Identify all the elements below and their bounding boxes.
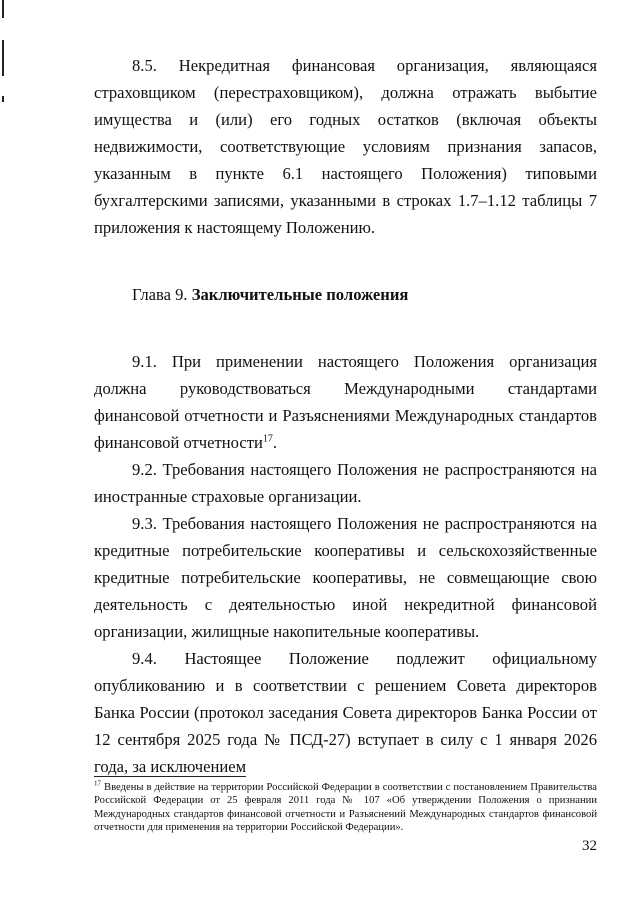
chapter-title: Заключительные положения xyxy=(191,285,409,304)
paragraph-9-1-text: 9.1. При применении настоящего Положения организация должна руководствоваться Международными стандартами финансовой отчетности и Разъяснениями Международных стандартов финансовой отчетности xyxy=(94,352,597,452)
paragraph-9-1 xyxy=(94,348,597,456)
chapter-heading xyxy=(94,281,597,308)
footnote-number: 17 xyxy=(94,779,101,788)
footnote-17 xyxy=(94,781,597,835)
scan-edge-mark-2 xyxy=(2,40,4,76)
scan-edge-mark-1 xyxy=(2,0,4,18)
footnote-text: Введены в действие на территории Российской Федерации в соответствии с постановлением Правительства Российской Федерации от 25 февраля 2011 года № 107 «Об утверждении Положения о признании Международных стандартов финансовой отчетности и Разъяснений Международных стандартов финансовой отчетности для применения на территории Российской Федерации». xyxy=(94,782,598,834)
paragraph-9-2: 9.2. Требования настоящего Положения не распространяются на иностранные страховые организации. xyxy=(94,460,597,506)
footnote-reference-17[interactable]: 17 xyxy=(262,433,273,445)
paragraph-9-3: 9.3. Требования настоящего Положения не распространяются на кредитные потребительские кооперативы и сельскохозяйственные кредитные потребительские кооперативы, не совмещающие свою деятельность с деятельностью иной некредитной финансовой организации, жилищные накопительные кооперативы. xyxy=(94,514,597,641)
scan-edge-mark-3 xyxy=(2,96,4,102)
page-number: 32 xyxy=(582,838,597,854)
paragraph-9-1-end: . xyxy=(272,433,278,452)
chapter-number: Глава 9. xyxy=(132,285,192,304)
footnote-separator xyxy=(94,776,246,777)
document-page xyxy=(94,52,597,780)
paragraph-9-4: 9.4. Настоящее Положение подлежит официальному опубликованию и в соответствии с решением Совета директоров Банка России (протокол заседания Совета директоров Банка России от 12 сентября 2025 года № ПСД-27) вступает в силу с 1 января 2026 года, за исключением xyxy=(94,649,597,776)
paragraph-8-5: 8.5. Некредитная финансовая организация, являющаяся страховщиком (перестраховщиком), должна отражать выбытие имущества и (или) его годных остатков (включая объекты недвижимости, соответствующие условиям признания запасов, указанным в пункте 6.1 настоящего Положения) типовыми бухгалтерскими записями, указанными в строках 1.7–1.12 таблицы 7 приложения к настоящему Положению. xyxy=(94,56,597,237)
